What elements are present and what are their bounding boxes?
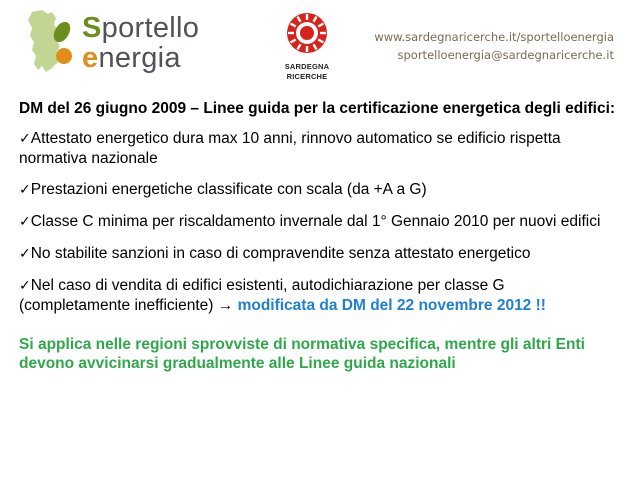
bullet-item (19, 244, 619, 264)
email-link[interactable]: sportelloenergia@sardegnaricerche.it (397, 48, 614, 62)
bullet-item (19, 129, 619, 168)
footer-note: Si applica nelle regioni sprovviste di normativa specifica, mentre gli altri Enti devono avvicinarsi gradualmente alle Linee guida nazionali (19, 336, 585, 372)
contact-info (374, 28, 614, 64)
bullet-text: No stabilite sanzioni in caso di compravendite senza attestato energetico (30, 245, 531, 262)
sardegna-ricerche-logo (272, 6, 342, 90)
slide-title: DM del 26 giugno 2009 – Linee guida per la certificazione energetica degli edifici: (19, 100, 616, 117)
checkmark-icon: ✓ (19, 246, 31, 262)
checkmark-icon: ✓ (19, 182, 31, 198)
slide-body (19, 99, 619, 373)
seal-text-sardegna: SARDEGNA (284, 62, 330, 71)
logo-text-energia: energia (82, 42, 181, 74)
bullet-text: Classe C minima per riscaldamento invernale dal 1° Gennaio 2010 per nuovi edifici (30, 213, 601, 230)
bullet-text: Nel caso di vendita di edifici esistenti, autodichiarazione per classe G (completamente inefficiente) (19, 277, 505, 314)
bullet-text: Attestato energetico dura max 10 anni, rinnovo automatico se edificio rispetta normativa nazionale (19, 130, 561, 167)
seal-text-ricerche: RICERCHE (286, 72, 328, 81)
bullet-text: Prestazioni energetiche classificate con scala (da +A a G) (30, 181, 427, 198)
slide-header (0, 0, 638, 95)
highlight-text: modificata da DM del 22 novembre 2012 !! (237, 297, 546, 314)
checkmark-icon: ✓ (19, 131, 31, 147)
checkmark-icon: ✓ (19, 278, 31, 294)
checkmark-icon: ✓ (19, 214, 31, 230)
sportello-energia-logo (18, 6, 198, 78)
sun-seal-icon (272, 6, 342, 60)
bullet-item-last (19, 276, 619, 315)
website-link[interactable]: www.sardegnaricerche.it/sportelloenergia (374, 30, 614, 44)
bullet-item (19, 180, 619, 200)
logo-text-sportello: Sportello (82, 12, 200, 44)
bullet-item (19, 212, 619, 232)
sardinia-island-icon (18, 6, 82, 78)
arrow-right-icon: → (217, 297, 234, 314)
